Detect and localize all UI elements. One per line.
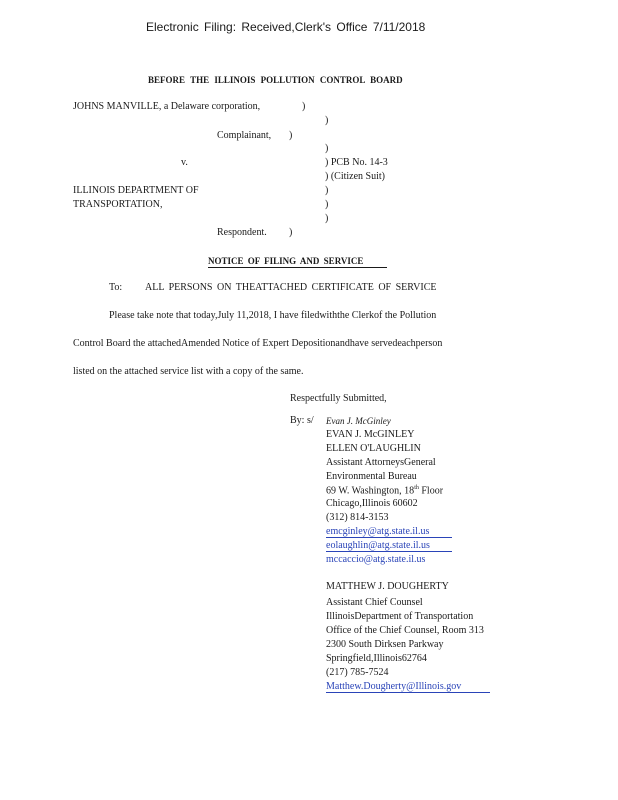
street-address (326, 485, 443, 496)
email-text[interactable]: Matthew.Dougherty@Illinois.gov (326, 681, 462, 692)
street-text: 69 W. Washington, 18 (326, 485, 415, 497)
email-text[interactable]: eolaughlin@atg.state.il.us (326, 540, 430, 551)
street-address-2: 2300 South Dirksen Parkway (326, 639, 444, 650)
respondent-role: Respondent. (217, 227, 267, 238)
versus: v. (181, 157, 188, 168)
city-address: Chicago,Illinois 60602 (326, 498, 418, 509)
email-link-mcginley[interactable] (326, 526, 452, 538)
attorney-name: EVAN J. McGINLEY (326, 429, 415, 440)
notice-paragraph-line-1: Please take note that today,July 11,2018, I have filedwiththe Clerkof the Pollution (109, 310, 437, 321)
email-text[interactable]: emcginley@atg.state.il.us (326, 526, 430, 537)
email-link-mccaccio[interactable]: mccaccio@atg.state.il.us (326, 554, 426, 565)
case-number: ) PCB No. 14-3 (325, 157, 388, 168)
caption-paren: ) (325, 199, 329, 210)
attorney-title: Assistant AttorneysGeneral (326, 457, 436, 468)
notice-paragraph-line-2: Control Board the attachedAmended Notice of Expert Depositionandhave servedeachperson (73, 338, 443, 349)
caption-paren: ) (289, 227, 293, 238)
complainant-party: JOHNS MANVILLE, a Delaware corporation, (73, 101, 261, 112)
caption-paren: ) (289, 130, 293, 141)
caption-paren: ) (325, 115, 329, 126)
by-label: By: s/ (290, 415, 314, 426)
ordinal-suffix: th (414, 485, 419, 491)
closing: Respectfully Submitted, (290, 393, 387, 404)
to-recipients: ALL PERSONS ON THEATTACHED CERTIFICATE OF SERVICE (145, 282, 437, 293)
phone-number-2: (217) 785-7524 (326, 667, 389, 678)
to-label: To: (109, 282, 123, 293)
caption-paren: ) (325, 185, 329, 196)
bureau-name: Environmental Bureau (326, 471, 417, 482)
email-link-olaughlin[interactable] (326, 540, 452, 552)
attorney-name: ELLEN O'LAUGHLIN (326, 443, 421, 454)
phone-number: (312) 814-3153 (326, 512, 389, 523)
email-link-dougherty[interactable] (326, 681, 490, 693)
case-type: ) (Citizen Suit) (325, 171, 385, 182)
counsel-name: MATTHEW J. DOUGHERTY (326, 581, 449, 592)
office-name: Office of the Chief Counsel, Room 313 (326, 625, 484, 636)
department-name: IllinoisDepartment of Transportation (326, 611, 474, 622)
board-title: BEFORE THE ILLINOIS POLLUTION CONTROL BOARD (148, 75, 403, 85)
city-address-2: Springfield,Illinois62764 (326, 653, 427, 664)
notice-paragraph-line-3: listed on the attached service list with a copy of the same. (73, 366, 304, 377)
caption-paren: ) (325, 213, 329, 224)
respondent-line-1: ILLINOIS DEPARTMENT OF (73, 185, 199, 196)
filing-stamp: Electronic Filing: Received,Clerk's Office 7/11/2018 (146, 20, 426, 34)
electronic-signature: Evan J. McGinley (326, 416, 391, 426)
respondent-line-2: TRANSPORTATION, (73, 199, 163, 210)
caption-paren: ) (325, 143, 329, 154)
complainant-role: Complainant, (217, 130, 272, 141)
notice-title: NOTICE OF FILING AND SERVICE (208, 256, 387, 268)
caption-paren: ) (302, 101, 306, 112)
counsel-title: Assistant Chief Counsel (326, 597, 423, 608)
floor-text: Floor (421, 485, 444, 497)
